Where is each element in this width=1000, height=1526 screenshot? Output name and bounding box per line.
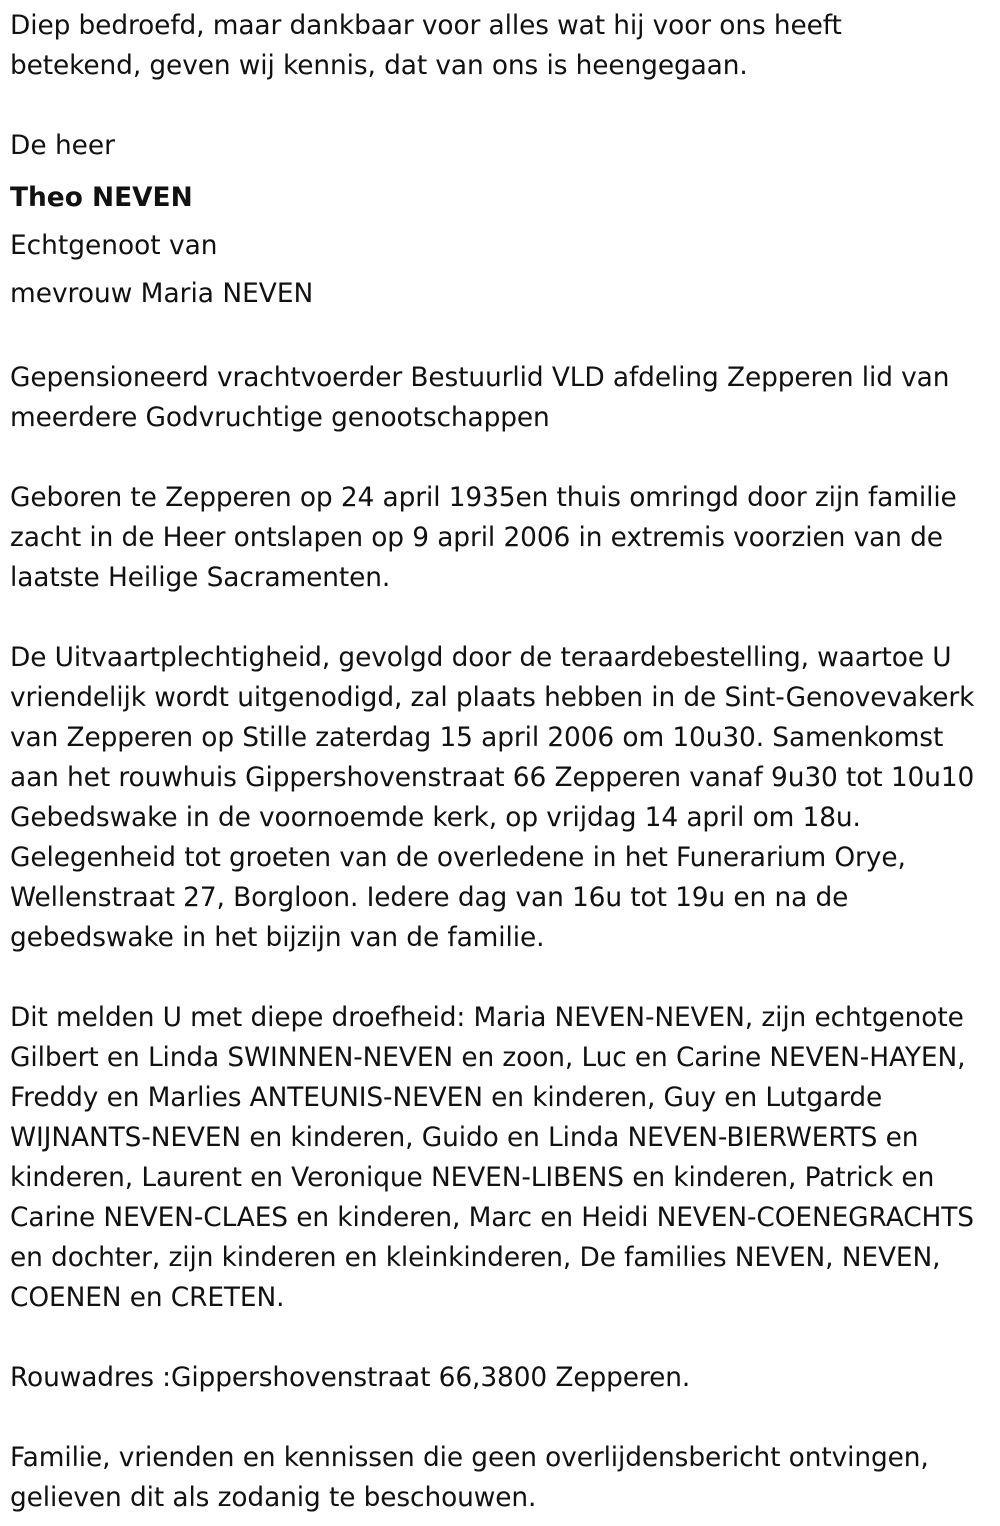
funeral-paragraph — [10, 638, 990, 958]
family-line: Gilbert en Linda SWINNEN-NEVEN en zoon, Luc en Carine NEVEN-HAYEN, — [10, 1042, 966, 1073]
family-line: Dit melden U met diepe droefheid: Maria NEVEN-NEVEN, zijn echtgenote — [10, 1002, 964, 1033]
birth-death-line: zacht in de Heer ontslapen op 9 april 2006 in extremis voorzien van de — [10, 522, 943, 553]
deceased-relation: Echtgenoot van — [10, 230, 218, 261]
closing-line: Familie, vrienden en kennissen die geen overlijdensbericht ontvingen, — [10, 1442, 929, 1473]
deceased-block — [10, 126, 990, 318]
funeral-line: De Uitvaartplechtigheid, gevolgd door de teraardebestelling, waartoe U — [10, 642, 952, 673]
family-line: WIJNANTS-NEVEN en kinderen, Guido en Linda NEVEN-BIERWERTS en — [10, 1122, 919, 1153]
address-paragraph — [10, 1358, 990, 1398]
deceased-spouse: mevrouw Maria NEVEN — [10, 278, 314, 309]
intro-line: betekend, geven wij kennis, dat van ons is heengegaan. — [10, 50, 748, 81]
funeral-line: Gebedswake in de voornoemde kerk, op vrijdag 14 april om 18u. — [10, 802, 861, 833]
deceased-name: Theo NEVEN — [10, 182, 193, 213]
funeral-line: Gelegenheid tot groeten van de overledene in het Funerarium Orye, — [10, 842, 906, 873]
birth-death-line: Geboren te Zepperen op 24 april 1935en thuis omringd door zijn familie — [10, 482, 957, 513]
occupation-line: meerdere Godvruchtige genootschappen — [10, 402, 550, 433]
closing-line: gelieven dit als zodanig te beschouwen. — [10, 1482, 537, 1513]
closing-paragraph — [10, 1438, 990, 1518]
birth-death-line: laatste Heilige Sacramenten. — [10, 562, 391, 593]
deceased-prefix: De heer — [10, 130, 115, 161]
family-line: COENEN en CRETEN. — [10, 1282, 285, 1313]
funeral-line: aan het rouwhuis Gippershovenstraat 66 Zepperen vanaf 9u30 tot 10u10 — [10, 762, 975, 793]
occupation-paragraph — [10, 358, 990, 438]
intro-paragraph — [10, 6, 990, 86]
family-line: Carine NEVEN-CLAES en kinderen, Marc en Heidi NEVEN-COENEGRACHTS — [10, 1202, 974, 1233]
funeral-line: Wellenstraat 27, Borgloon. Iedere dag van 16u tot 19u en na de — [10, 882, 849, 913]
occupation-line: Gepensioneerd vrachtvoerder Bestuurlid VLD afdeling Zepperen lid van — [10, 362, 950, 393]
funeral-line: vriendelijk wordt uitgenodigd, zal plaats hebben in de Sint-Genovevakerk — [10, 682, 975, 713]
family-line: kinderen, Laurent en Veronique NEVEN-LIBENS en kinderen, Patrick en — [10, 1162, 935, 1193]
funeral-line: van Zepperen op Stille zaterdag 15 april 2006 om 10u30. Samenkomst — [10, 722, 944, 753]
intro-line: Diep bedroefd, maar dankbaar voor alles wat hij voor ons heeft — [10, 10, 842, 41]
address-line: Rouwadres :Gippershovenstraat 66,3800 Zepperen. — [10, 1362, 691, 1393]
birth-death-paragraph — [10, 478, 990, 598]
family-line: Freddy en Marlies ANTEUNIS-NEVEN en kinderen, Guy en Lutgarde — [10, 1082, 883, 1113]
family-paragraph — [10, 998, 990, 1318]
funeral-line: gebedswake in het bijzijn van de familie. — [10, 922, 545, 953]
family-line: en dochter, zijn kinderen en kleinkinderen, De families NEVEN, NEVEN, — [10, 1242, 941, 1273]
